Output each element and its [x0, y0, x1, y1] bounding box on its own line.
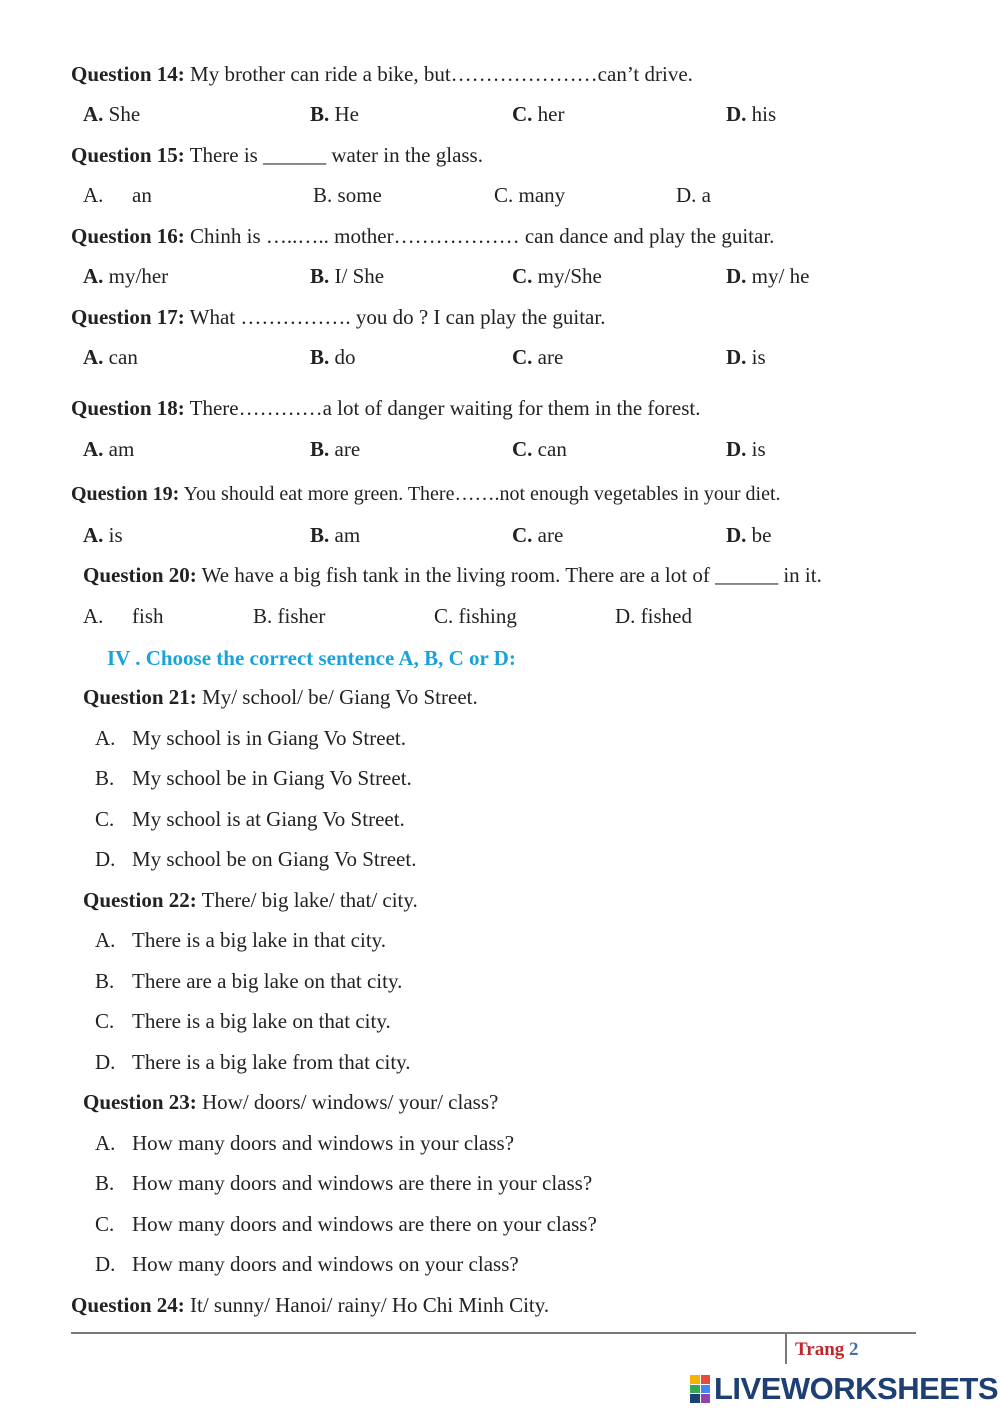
option-text: There is a big lake in that city. [132, 928, 387, 952]
page-word: Trang [795, 1339, 845, 1360]
option-a-text[interactable] [132, 726, 406, 750]
option-text: There is a big lake on that city. [132, 1009, 391, 1033]
page-number [795, 1339, 859, 1361]
option-text: My school is in Giang Vo Street. [132, 726, 406, 750]
option-b[interactable] [95, 1171, 114, 1195]
section-heading: IV . Choose the correct sentence A, B, C or D: [107, 646, 516, 670]
option-text: fish [132, 604, 164, 628]
option-text: do [329, 345, 356, 369]
option-text: fished [635, 604, 692, 628]
option-c-text[interactable] [132, 1212, 597, 1236]
option-text: can [103, 345, 138, 369]
option-letter: D. [726, 102, 747, 126]
option-b-text[interactable] [132, 1171, 592, 1195]
option-a[interactable] [83, 345, 138, 369]
option-text: are [329, 437, 361, 461]
question-15 [71, 143, 483, 167]
option-letter: A. [83, 102, 104, 126]
option-b-text[interactable] [132, 766, 412, 790]
option-text: fisher [272, 604, 326, 628]
option-letter: A. [83, 437, 104, 461]
option-letter: B. [253, 604, 273, 628]
option-letter: C. [512, 102, 533, 126]
option-text: can [532, 437, 567, 461]
question-text: There is ______ water in the glass. [184, 143, 483, 167]
option-text: some [332, 183, 382, 207]
liveworksheets-icon [690, 1375, 710, 1403]
option-text: How many doors and windows are there on your class? [132, 1212, 597, 1236]
option-text: He [329, 102, 360, 126]
option-d-text[interactable] [132, 847, 416, 871]
option-c[interactable] [512, 264, 602, 288]
question-label: Question 17: [71, 305, 185, 329]
brand-text: LIVEWORKSHEETS [714, 1371, 999, 1406]
option-b[interactable] [310, 345, 356, 369]
option-b[interactable] [310, 437, 360, 461]
option-a[interactable] [83, 437, 134, 461]
question-label: Question 15: [71, 143, 185, 167]
option-letter: C. [494, 183, 514, 207]
option-letter: D. [726, 523, 747, 547]
liveworksheets-logo [690, 1372, 998, 1406]
question-label: Question 21: [83, 685, 197, 709]
option-letter: C. [512, 264, 533, 288]
option-a-text[interactable] [132, 183, 152, 207]
option-a[interactable] [95, 928, 115, 952]
option-text: is [746, 345, 766, 369]
question-label: Question 20: [83, 563, 197, 587]
option-text: How many doors and windows on your class? [132, 1252, 519, 1276]
option-letter: D. [676, 183, 697, 207]
option-c[interactable] [512, 102, 565, 126]
option-text: is [746, 437, 766, 461]
option-letter: A. [95, 726, 116, 750]
option-d[interactable] [615, 604, 692, 628]
option-letter: B. [310, 437, 330, 461]
question-22 [83, 888, 418, 912]
option-text: my/ he [746, 264, 810, 288]
option-letter: B. [310, 523, 330, 547]
option-text: There are a big lake on that city. [132, 969, 403, 993]
option-letter: C. [512, 437, 533, 461]
option-letter: C. [512, 523, 533, 547]
option-d[interactable] [95, 1252, 115, 1276]
option-c[interactable] [95, 1009, 114, 1033]
option-a-text[interactable] [132, 928, 386, 952]
option-d[interactable] [676, 183, 711, 207]
option-d[interactable] [726, 437, 766, 461]
option-text: many [513, 183, 566, 207]
option-text: his [746, 102, 777, 126]
question-23 [83, 1090, 498, 1114]
question-label: Question 18: [71, 396, 185, 420]
option-letter: A. [95, 928, 116, 952]
option-text: I/ She [329, 264, 385, 288]
option-c[interactable] [512, 345, 563, 369]
option-letter: A. [83, 523, 104, 547]
option-letter: B. [310, 345, 330, 369]
option-letter: B. [310, 264, 330, 288]
option-a[interactable] [83, 183, 103, 207]
option-b[interactable] [95, 969, 114, 993]
option-letter: D. [726, 345, 747, 369]
option-c[interactable] [434, 604, 517, 628]
option-text: her [532, 102, 565, 126]
option-d[interactable] [726, 523, 772, 547]
question-21 [83, 685, 478, 709]
option-text: How many doors and windows in your class? [132, 1131, 515, 1155]
footer-divider [71, 1332, 916, 1334]
option-c-text[interactable] [132, 1009, 391, 1033]
option-text: am [103, 437, 135, 461]
option-letter: C. [95, 1212, 115, 1236]
option-letter: A. [83, 345, 104, 369]
option-text: an [132, 183, 152, 207]
question-label: Question 24: [71, 1293, 185, 1317]
option-a[interactable] [83, 102, 140, 126]
option-d[interactable] [95, 847, 115, 871]
option-a[interactable] [83, 523, 123, 547]
option-text: is [103, 523, 123, 547]
option-b-text[interactable] [132, 969, 402, 993]
option-letter: C. [434, 604, 454, 628]
question-text: It/ sunny/ Hanoi/ rainy/ Ho Chi Minh City. [184, 1293, 550, 1317]
option-letter: C. [95, 807, 115, 831]
option-c[interactable] [95, 1212, 114, 1236]
option-text: my/her [103, 264, 169, 288]
option-letter: B. [313, 183, 333, 207]
option-text: She [103, 102, 141, 126]
option-text: are [532, 523, 564, 547]
option-c-text[interactable] [132, 807, 405, 831]
option-text: my/She [532, 264, 602, 288]
option-a[interactable] [83, 604, 103, 628]
option-letter: D. [95, 1050, 116, 1074]
question-label: Question 16: [71, 224, 185, 248]
option-text: am [329, 523, 361, 547]
option-c[interactable] [512, 523, 563, 547]
footer-divider-tick [785, 1334, 787, 1364]
question-text: There/ big lake/ that/ city. [196, 888, 418, 912]
option-text: My school be in Giang Vo Street. [132, 766, 412, 790]
option-d[interactable] [726, 345, 766, 369]
option-text: How many doors and windows are there in your class? [132, 1171, 593, 1195]
option-text: fishing [453, 604, 517, 628]
option-letter: D. [95, 847, 116, 871]
option-a[interactable] [95, 726, 115, 750]
question-17 [71, 305, 605, 329]
question-text: Chinh is …..….. mother……………… can dance and play the guitar. [184, 224, 775, 248]
question-20 [83, 563, 822, 587]
question-text: How/ doors/ windows/ your/ class? [196, 1090, 499, 1114]
question-label: Question 14: [71, 62, 185, 86]
question-16 [71, 224, 774, 248]
option-text: be [746, 523, 772, 547]
option-a[interactable] [83, 264, 168, 288]
option-b[interactable] [310, 523, 360, 547]
question-label: Question 23: [83, 1090, 197, 1114]
option-letter: D. [615, 604, 636, 628]
option-letter: A. [95, 1131, 116, 1155]
option-d[interactable] [95, 1050, 115, 1074]
option-b[interactable] [95, 766, 114, 790]
question-19 [71, 482, 781, 506]
option-b[interactable] [310, 102, 359, 126]
option-c[interactable] [512, 437, 567, 461]
option-letter: D. [95, 1252, 116, 1276]
option-a-text[interactable] [132, 1131, 514, 1155]
option-letter: D. [726, 264, 747, 288]
option-c[interactable] [494, 183, 565, 207]
option-a[interactable] [95, 1131, 115, 1155]
option-c[interactable] [95, 807, 114, 831]
page-num: 2 [849, 1339, 859, 1360]
option-text: are [532, 345, 564, 369]
question-label: Question 19: [71, 483, 180, 505]
option-text: There is a big lake from that city. [132, 1050, 411, 1074]
option-b[interactable] [313, 183, 382, 207]
question-text: There…………a lot of danger waiting for them in the forest. [184, 396, 701, 420]
option-text: a [696, 183, 711, 207]
option-text: My school be on Giang Vo Street. [132, 847, 417, 871]
question-label: Question 22: [83, 888, 197, 912]
option-a-text[interactable] [132, 604, 164, 628]
option-b[interactable] [310, 264, 384, 288]
option-b[interactable] [253, 604, 325, 628]
option-letter: B. [95, 766, 115, 790]
question-text: We have a big fish tank in the living room. There are a lot of ______ in it. [196, 563, 822, 587]
option-letter: B. [95, 1171, 115, 1195]
question-14 [71, 62, 693, 86]
option-letter: A. [83, 183, 104, 207]
option-letter: A. [83, 604, 104, 628]
question-text: My/ school/ be/ Giang Vo Street. [196, 685, 478, 709]
option-letter: D. [726, 437, 747, 461]
option-letter: C. [512, 345, 533, 369]
option-d-text[interactable] [132, 1252, 519, 1276]
option-d[interactable] [726, 264, 809, 288]
question-text: My brother can ride a bike, but…………………can’t drive. [184, 62, 693, 86]
option-letter: B. [310, 102, 330, 126]
option-letter: B. [95, 969, 115, 993]
option-letter: C. [95, 1009, 115, 1033]
question-24 [71, 1293, 549, 1317]
question-text: You should eat more green. There…….not enough vegetables in your diet. [179, 483, 781, 505]
option-d[interactable] [726, 102, 776, 126]
question-18 [71, 396, 701, 420]
question-text: What ……………. you do ? I can play the guitar. [184, 305, 606, 329]
option-letter: A. [83, 264, 104, 288]
option-text: My school is at Giang Vo Street. [132, 807, 405, 831]
option-d-text[interactable] [132, 1050, 411, 1074]
